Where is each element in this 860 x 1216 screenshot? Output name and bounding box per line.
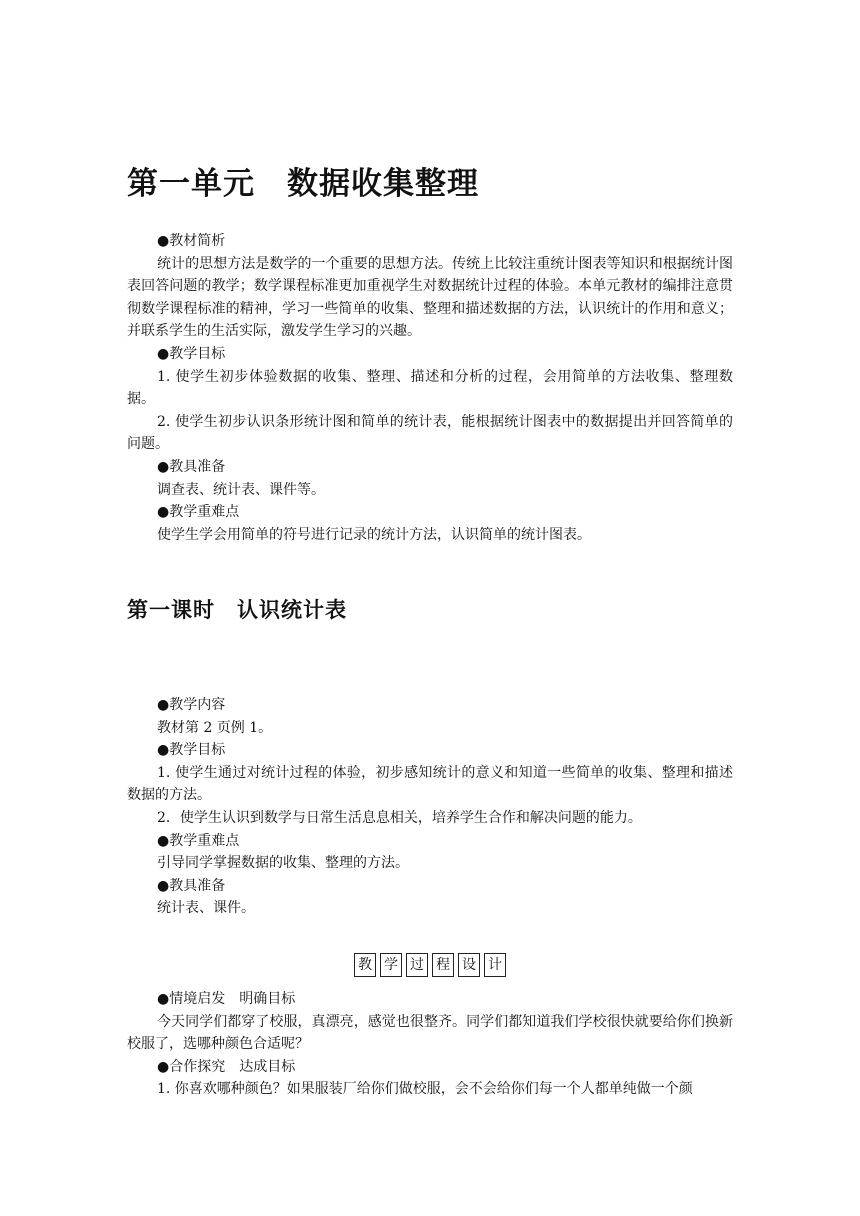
analysis-paragraph: 统计的思想方法是数学的一个重要的思想方法。传统上比较注重统计图表等知识和根据统计图表回答问题的教学；数学课程标准更加重视学生对数据统计过程的体验。本单元教材的编排注意贯彻数学课程标准的精神，学习一些简单的收集、整理和描述数据的方法，认识统计的作用和意义；并联系学生的生活实际，激发学生学习的兴趣。 [127, 255, 733, 340]
unit-title: 第一单元 数据收集整理 [127, 166, 479, 202]
process-section [127, 988, 733, 1101]
section-heading-objectives: ● 教学目标 [127, 739, 733, 762]
section-heading-analysis: ● 教材简析 [127, 230, 733, 253]
lesson-title: 第一课时 认识统计表 [127, 598, 347, 622]
section-heading-key-points: ● 教学重难点 [127, 830, 733, 853]
section-heading-key-points: ● 教学重难点 [127, 501, 733, 524]
lesson-section [127, 694, 733, 920]
cooperation-item-1: 1. 你喜欢哪种颜色？如果服装厂给你们做校服，会不会给你们每一个人都单纯做一个颜 [157, 1081, 693, 1098]
design-box-char: 过 [406, 953, 428, 977]
design-heading-boxes [0, 953, 860, 977]
objective-item-2: 2．使学生认识到数学与日常生活息息相关，培养学生合作和解决问题的能力。 [157, 809, 642, 826]
section-heading-cooperation: ● 合作探究 达成目标 [127, 1056, 733, 1079]
section-heading-materials: ● 教具准备 [127, 875, 733, 898]
key-points-paragraph: 使学生学会用简单的符号进行记录的统计方法，认识简单的统计图表。 [157, 526, 591, 543]
scenario-paragraph: 今天同学们都穿了校服，真漂亮，感觉也很整齐。同学们都知道我们学校很快就要给你们换新校服了，选哪种颜色合适呢？ [127, 1013, 733, 1053]
objective-item-1: 1. 使学生通过对统计过程的体验，初步感知统计的意义和知道一些简单的收集、整理和描述数据的方法。 [127, 764, 733, 804]
section-heading-scenario: ● 情境启发 明确目标 [127, 988, 733, 1011]
section-heading-objectives: ● 教学目标 [127, 343, 733, 366]
objective-item-2: 2. 使学生初步认识条形统计图和简单的统计表，能根据统计图表中的数据提出并回答简单的问题。 [127, 413, 733, 453]
section-heading-content: ● 教学内容 [127, 694, 733, 717]
unit-section [127, 230, 733, 546]
materials-paragraph: 统计表、课件。 [157, 900, 255, 917]
design-box-char: 学 [380, 953, 402, 977]
section-heading-materials: ● 教具准备 [127, 456, 733, 479]
design-box-char: 设 [458, 953, 480, 977]
key-points-paragraph: 引导同学掌握数据的收集、整理的方法。 [157, 855, 409, 872]
objective-item-1: 1. 使学生初步体验数据的收集、整理、描述和分析的过程，会用简单的方法收集、整理数据。 [127, 368, 733, 408]
content-paragraph: 教材第 2 页例 1。 [157, 719, 273, 736]
design-box-char: 计 [484, 953, 506, 977]
design-box-char: 教 [354, 953, 376, 977]
materials-paragraph: 调查表、统计表、课件等。 [157, 481, 325, 498]
design-box-char: 程 [432, 953, 454, 977]
